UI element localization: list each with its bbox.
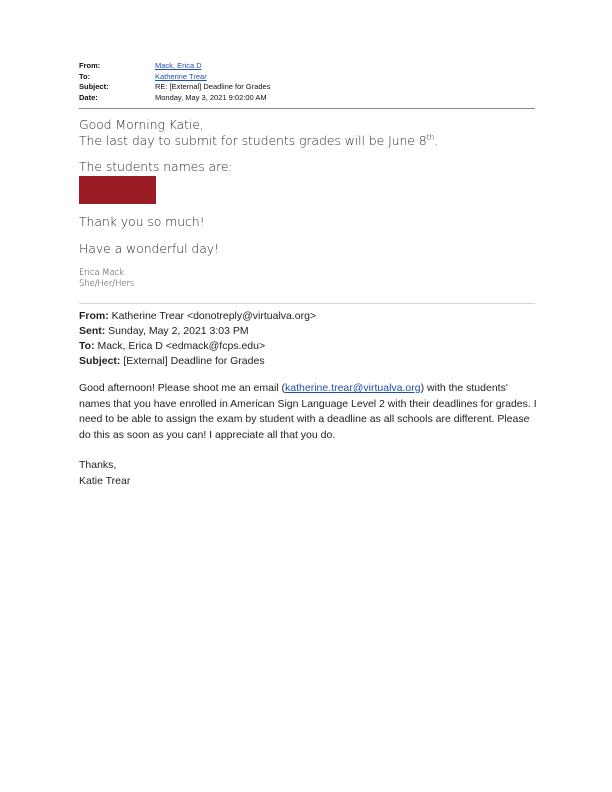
quoted-body-part1: Good afternoon! Please shoot me an email ( bbox=[79, 382, 286, 394]
quoted-from-row bbox=[79, 309, 316, 324]
quoted-subject-label: Subject: bbox=[79, 355, 121, 367]
reply-wonderful: Have a wonderful day! bbox=[79, 241, 219, 256]
quoted-sent-value: Sunday, May 2, 2021 3:03 PM bbox=[108, 325, 249, 337]
signature-name: Erica Mack bbox=[79, 268, 124, 278]
header-from-link[interactable]: Mack, Erica D bbox=[155, 61, 202, 70]
reply-last-day-text: The last day to submit for students grades will be June 8 bbox=[79, 133, 427, 148]
header-date-row bbox=[79, 93, 270, 104]
reply-names-label: The students names are: bbox=[79, 159, 233, 174]
reply-greeting: Good Morning Katie, bbox=[79, 117, 204, 132]
reply-thanks: Thank you so much! bbox=[79, 214, 205, 229]
header-subject-value: RE: [External] Deadline for Grades bbox=[155, 82, 271, 91]
quoted-subject-row bbox=[79, 354, 316, 369]
quoted-from-value: Katherine Trear <donotreply@virtualva.org> bbox=[111, 310, 317, 322]
quoted-to-label: To: bbox=[79, 340, 95, 352]
quoted-email-link[interactable]: katherine.trear@virtualva.org bbox=[285, 382, 421, 394]
email-header bbox=[79, 61, 270, 103]
signature bbox=[79, 268, 439, 289]
reply-last-day bbox=[79, 133, 439, 149]
reply-last-day-sup: th bbox=[426, 132, 435, 142]
header-to-row bbox=[79, 72, 270, 83]
header-to-link[interactable]: Katherine Trear bbox=[155, 71, 207, 81]
quoted-subject-value: [External] Deadline for Grades bbox=[123, 355, 265, 367]
quoted-closing bbox=[79, 458, 130, 489]
quoted-divider bbox=[79, 303, 535, 304]
header-to-label: To: bbox=[79, 71, 91, 81]
signature-pronouns: She/Her/Hers bbox=[79, 278, 135, 289]
quoted-body-part2: ) with the students' names that you have enrolled in American Sign Language Level 2 with their deadlines for grades. I need to be able to assign the exam by student with a deadline as all schools are different. Please do this as soon as you can! I appreciate all that you do. bbox=[79, 382, 537, 441]
header-date-value: Monday, May 3, 2021 9:02:00 AM bbox=[155, 92, 267, 102]
quoted-closing-name: Katie Trear bbox=[79, 474, 131, 487]
header-from-label: From: bbox=[79, 61, 101, 70]
quoted-sent-row bbox=[79, 324, 316, 339]
reply-last-day-end: . bbox=[434, 133, 439, 148]
quoted-header bbox=[79, 309, 316, 369]
header-date-label: Date: bbox=[79, 92, 98, 102]
quoted-to-row bbox=[79, 339, 316, 354]
header-subject-label: Subject: bbox=[79, 82, 109, 91]
reply-body bbox=[79, 117, 439, 289]
quoted-to-value: Mack, Erica D <edmack@fcps.edu> bbox=[97, 340, 266, 352]
quoted-from-label: From: bbox=[79, 310, 109, 322]
quoted-body bbox=[79, 381, 541, 443]
header-from-row bbox=[79, 61, 270, 72]
redacted-names-block bbox=[79, 176, 156, 204]
quoted-sent-label: Sent: bbox=[79, 325, 106, 337]
header-subject-row bbox=[79, 82, 270, 93]
quoted-closing-text: Thanks, bbox=[79, 459, 117, 471]
header-divider bbox=[79, 108, 535, 109]
